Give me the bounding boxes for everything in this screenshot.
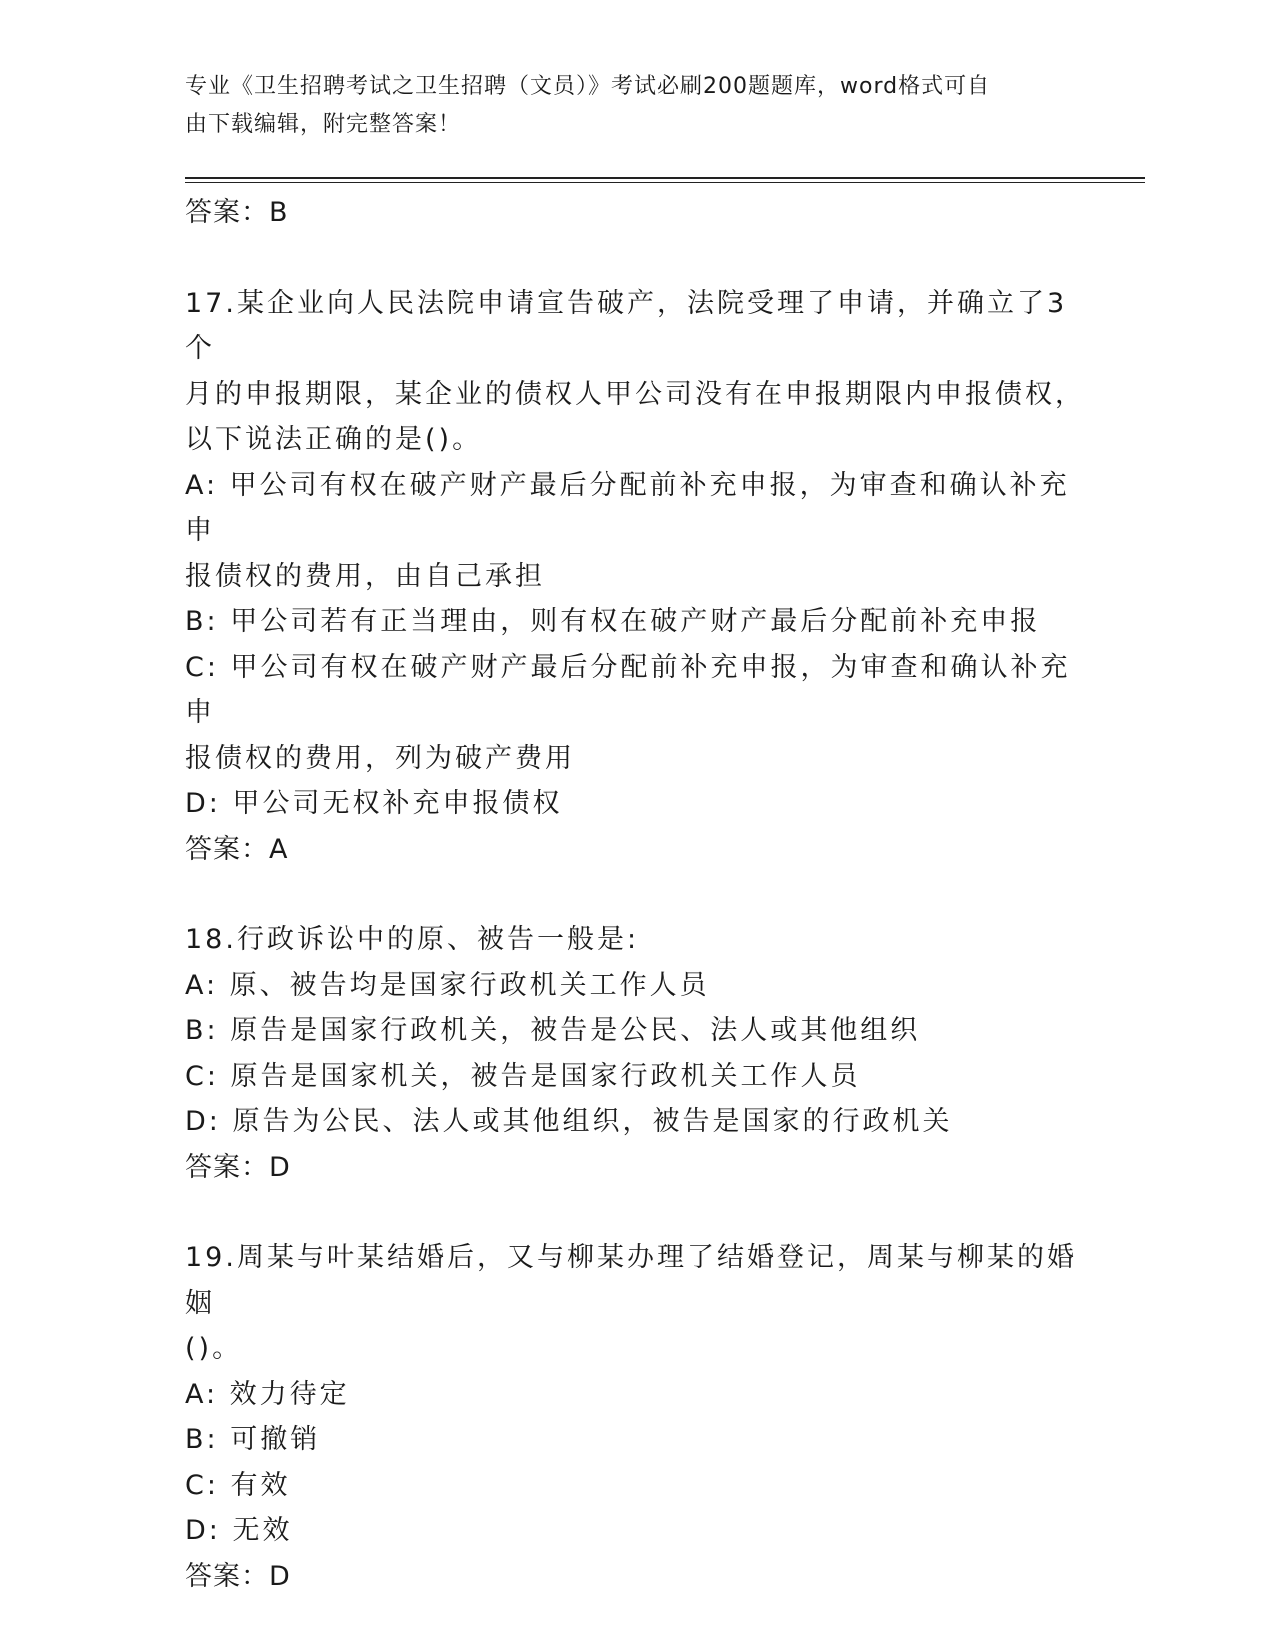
question-stem-line: ()。 [185,1333,243,1364]
option-d: D: 甲公司无权补充申报债权 [185,788,563,819]
option-c-cont: 报债权的费用，列为破产费用 [185,742,575,774]
option-c: C: 有效 [185,1469,291,1501]
previous-answer: 答案：B [185,197,289,228]
header-rule-thin [185,182,1145,183]
question-17 [185,281,1085,873]
question-list [185,186,1085,1599]
answer: 答案：A [185,833,289,865]
option-c: C: 原告是国家机关，被告是国家行政机关工作人员 [185,1060,861,1092]
option-c: C: 甲公司有权在破产财产最后分配前补充申报，为审查和确认补充申 [185,651,1071,728]
question-stem-line: 17.某企业向人民法院申请宣告破产，法院受理了申请，并确立了3个 [185,287,1068,364]
question-stem-line: 以下说法正确的是()。 [185,424,483,455]
option-a: A: 甲公司有权在破产财产最后分配前补充申报，为审查和确认补充申 [185,469,1070,546]
option-a: A: 原、被告均是国家行政机关工作人员 [185,969,710,1001]
option-b: B: 甲公司若有正当理由，则有权在破产财产最后分配前补充申报 [185,606,1041,637]
option-b: B: 原告是国家行政机关，被告是公民、法人或其他组织 [185,1015,921,1046]
option-a: A: 效力待定 [185,1378,350,1410]
header-rule [185,177,1145,179]
header-line-2: 由下载编辑，附完整答案！ [185,112,462,137]
option-a-cont: 报债权的费用，由自己承担 [185,560,545,592]
answer: 答案：D [185,1560,291,1592]
option-d: D: 原告为公民、法人或其他组织，被告是国家的行政机关 [185,1106,953,1137]
answer: 答案：D [185,1151,291,1183]
question-19 [185,1235,1085,1599]
question-18 [185,917,1085,1190]
question-stem-line: 19.周某与叶某结婚后，又与柳某办理了结婚登记，周某与柳某的婚姻 [185,1242,1077,1319]
header-line-1: 专业《卫生招聘考试之卫生招聘（文员）》考试必刷200题题库，word格式可自 [185,74,991,99]
option-b: B: 可撤销 [185,1424,321,1455]
question-stem-line: 18.行政诉讼中的原、被告一般是: [185,924,640,955]
document-header [185,68,1085,144]
option-d: D: 无效 [185,1515,293,1546]
question-stem-line: 月的申报期限，某企业的债权人甲公司没有在申报期限内申报债权， [185,378,1085,410]
